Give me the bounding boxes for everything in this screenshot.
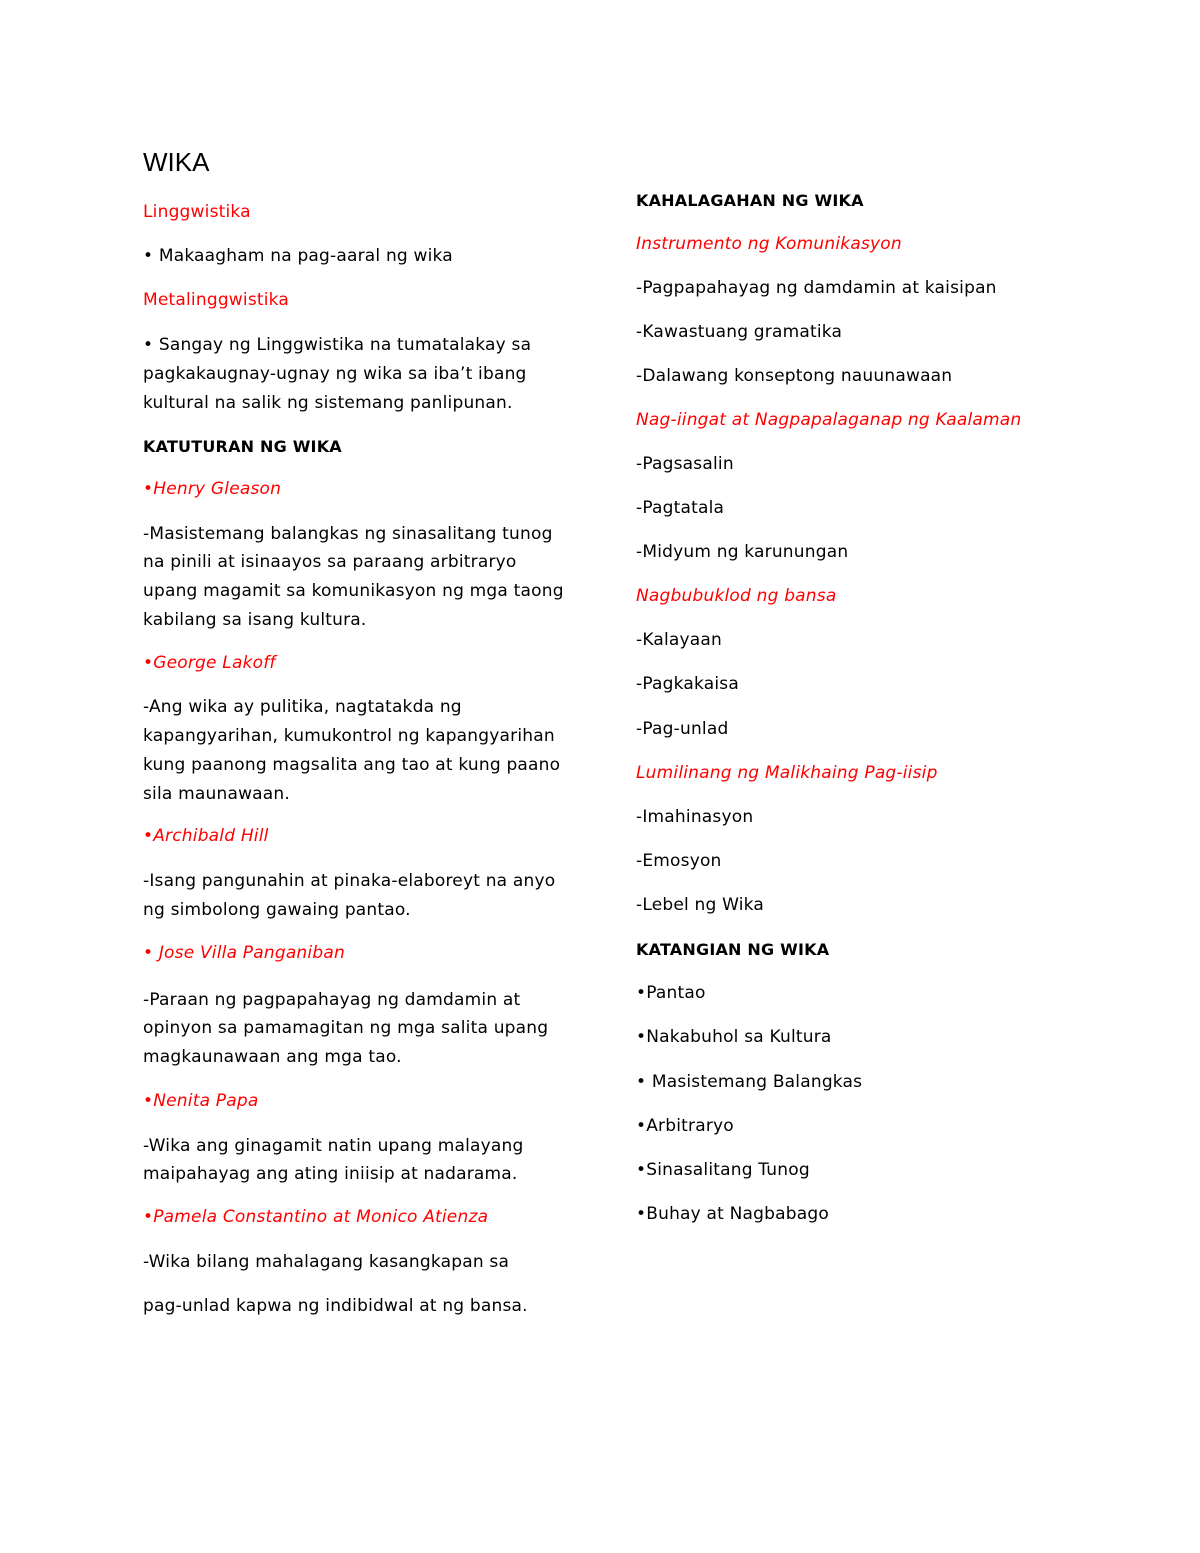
lakoff-definition-line: kapangyarihan, kumukontrol ng kapangyarihan bbox=[143, 726, 555, 746]
lumilinang-item: -Imahinasyon bbox=[636, 807, 754, 827]
katangian-item: • Masistemang Balangkas bbox=[636, 1072, 863, 1092]
hill-definition-line: ng simbolong gawaing pantao. bbox=[143, 900, 411, 920]
document-title: WIKA bbox=[143, 147, 210, 177]
panganiban-definition-line: magkaunawaan ang mga tao. bbox=[143, 1047, 402, 1067]
instrumento-item: -Pagpapahayag ng damdamin at kaisipan bbox=[636, 278, 997, 298]
gleason-definition-line: kabilang sa isang kultura. bbox=[143, 610, 367, 630]
subheading-instrumento-ng-komunikasyon: Instrumento ng Komunikasyon bbox=[636, 234, 902, 254]
nagbubuklod-item: -Pag-unlad bbox=[636, 719, 729, 739]
constantino-definition-line: -Wika bilang mahalagang kasangkapan sa bbox=[143, 1252, 510, 1272]
subheading-nag-iingat: Nag-iingat at Nagpapalaganap ng Kaalaman bbox=[636, 410, 1022, 430]
katangian-item: •Arbitraryo bbox=[636, 1116, 734, 1136]
papa-definition-line: -Wika ang ginagamit natin upang malayang bbox=[143, 1136, 524, 1156]
heading-metalinggwistika: Metalinggwistika bbox=[143, 290, 290, 310]
heading-katuturan-ng-wika: KATUTURAN NG WIKA bbox=[143, 437, 342, 456]
subheading-lumilinang: Lumilinang ng Malikhaing Pag-iisip bbox=[636, 763, 938, 783]
katangian-item: •Sinasalitang Tunog bbox=[636, 1160, 810, 1180]
lumilinang-item: -Lebel ng Wika bbox=[636, 895, 765, 915]
lakoff-definition-line: kung paanong magsalita ang tao at kung paano bbox=[143, 755, 561, 775]
lumilinang-item: -Emosyon bbox=[636, 851, 722, 871]
lakoff-definition-line: sila maunawaan. bbox=[143, 784, 290, 804]
heading-linggwistika: Linggwistika bbox=[143, 202, 251, 222]
linggwistika-definition: • Makaagham na pag-aaral ng wika bbox=[143, 246, 453, 266]
author-archibald-hill: •Archibald Hill bbox=[143, 826, 269, 846]
author-henry-gleason: •Henry Gleason bbox=[143, 479, 282, 499]
subheading-nagbubuklod: Nagbubuklod ng bansa bbox=[636, 586, 837, 606]
lakoff-definition-line: -Ang wika ay pulitika, nagtatakda ng bbox=[143, 697, 462, 717]
panganiban-definition-line: -Paraan ng pagpapahayag ng damdamin at bbox=[143, 990, 521, 1010]
gleason-definition-line: upang magamit sa komunikasyon ng mga taong bbox=[143, 581, 564, 601]
heading-katangian-ng-wika: KATANGIAN NG WIKA bbox=[636, 940, 830, 959]
constantino-definition-line: pag-unlad kapwa ng indibidwal at ng bansa. bbox=[143, 1296, 528, 1316]
gleason-definition-line: -Masistemang balangkas ng sinasalitang tunog bbox=[143, 524, 553, 544]
nagiingat-item: -Pagsasalin bbox=[636, 454, 734, 474]
author-pamela-constantino-monico-atienza: •Pamela Constantino at Monico Atienza bbox=[143, 1207, 489, 1227]
nagbubuklod-item: -Kalayaan bbox=[636, 630, 723, 650]
katangian-item: •Pantao bbox=[636, 983, 706, 1003]
hill-definition-line: -Isang pangunahin at pinaka-elaboreyt na anyo bbox=[143, 871, 556, 891]
nagiingat-item: -Pagtatala bbox=[636, 498, 725, 518]
instrumento-item: -Kawastuang gramatika bbox=[636, 322, 843, 342]
nagbubuklod-item: -Pagkakaisa bbox=[636, 674, 739, 694]
panganiban-definition-line: opinyon sa pamamagitan ng mga salita upang bbox=[143, 1018, 549, 1038]
katangian-item: •Buhay at Nagbabago bbox=[636, 1204, 829, 1224]
metalinggwistika-definition-line: kultural na salik ng sistemang panlipunan. bbox=[143, 393, 513, 413]
metalinggwistika-definition-line: • Sangay ng Linggwistika na tumatalakay sa bbox=[143, 335, 532, 355]
gleason-definition-line: na pinili at isinaayos sa paraang arbitraryo bbox=[143, 552, 517, 572]
heading-kahalagahan-ng-wika: KAHALAGAHAN NG WIKA bbox=[636, 191, 864, 210]
author-jose-villa-panganiban: • Jose Villa Panganiban bbox=[143, 943, 345, 963]
papa-definition-line: maipahayag ang ating iniisip at nadarama. bbox=[143, 1164, 518, 1184]
author-nenita-papa: •Nenita Papa bbox=[143, 1091, 259, 1111]
instrumento-item: -Dalawang konseptong nauunawaan bbox=[636, 366, 953, 386]
metalinggwistika-definition-line: pagkakaugnay-ugnay ng wika sa iba’t ibang bbox=[143, 364, 527, 384]
author-george-lakoff: •George Lakoff bbox=[143, 653, 276, 673]
katangian-item: •Nakabuhol sa Kultura bbox=[636, 1027, 832, 1047]
nagiingat-item: -Midyum ng karunungan bbox=[636, 542, 849, 562]
